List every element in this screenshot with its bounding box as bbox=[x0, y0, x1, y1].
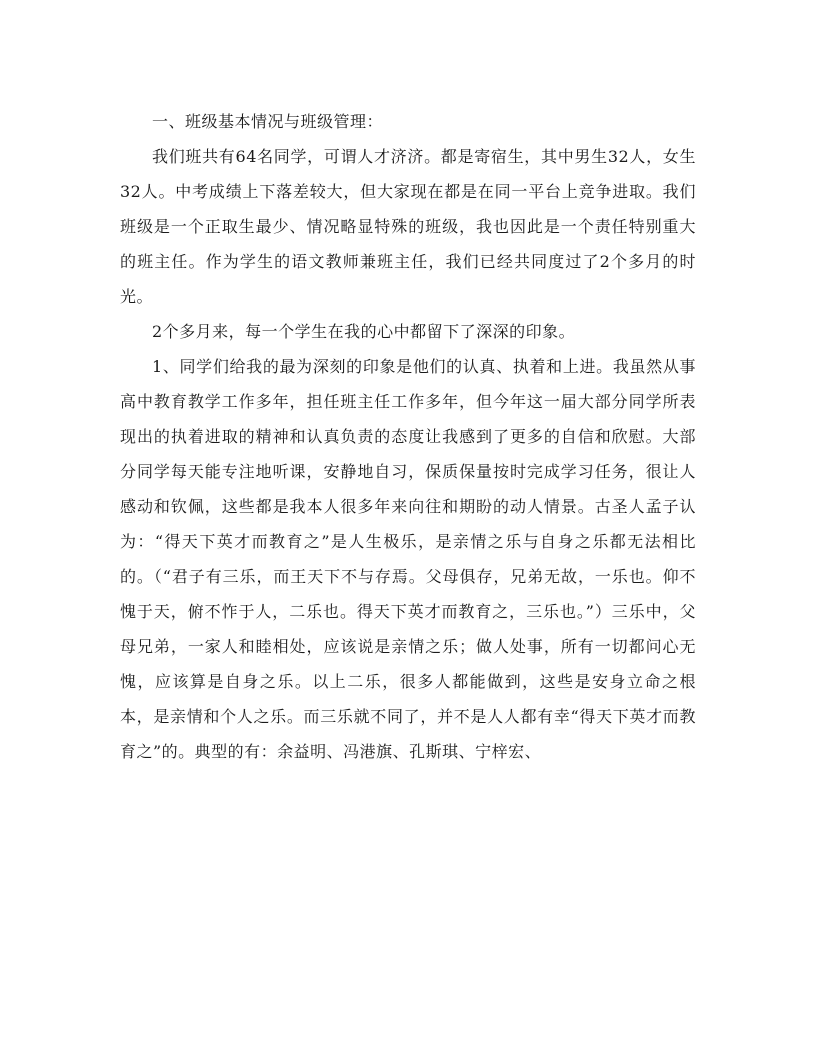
section-heading: 一、班级基本情况与班级管理： bbox=[152, 112, 384, 131]
paragraph-class-overview: 我们班共有64名同学，可谓人才济济。都是寄宿生，其中男生32人，女生32人。中考成绩上下落差较大，但大家现在都是在同一平台上竞争进取。我们班级是一个正取生最少、情况略显特殊的班级，我也因此是一个责任特别重大的班主任。作为学生的语文教师兼班主任，我们已经共同度过了2个多月的时光。 bbox=[120, 147, 696, 306]
document-page bbox=[120, 104, 696, 769]
paragraph-impression-1: 1、同学们给我的最为深刻的印象是他们的认真、执着和上进。我虽然从事高中教育教学工作多年，担任班主任工作多年，但今年这一届大部分同学所表现出的执着进取的精神和认真负责的态度让我感到了更多的自信和欣慰。大部分同学每天能专注地听课，安静地自习，保质保量按时完成学习任务，很让人感动和钦佩，这些都是我本人很多年来向往和期盼的动人情景。古圣人孟子认为：“得天下英才而教育之”是人生极乐，是亲情之乐与自身之乐都无法相比的。（“君子有三乐，而王天下不与存焉。父母俱存，兄弟无故，一乐也。仰不愧于天，俯不怍于人，二乐也。得天下英才而教育之，三乐也。”）三乐中，父母兄弟，一家人和睦相处，应该说是亲情之乐；做人处事，所有一切都问心无愧，应该算是自身之乐。以上二乐，很多人都能做到，这些是安身立命之根本，是亲情和个人之乐。而三乐就不同了，并不是人人都有幸“得天下英才而教育之”的。典型的有：余益明、冯港旗、孔斯琪、宁梓宏、 bbox=[120, 357, 696, 761]
paragraph-impression-intro: 2个多月来，每一个学生在我的心中都留下了深深的印象。 bbox=[152, 322, 576, 341]
